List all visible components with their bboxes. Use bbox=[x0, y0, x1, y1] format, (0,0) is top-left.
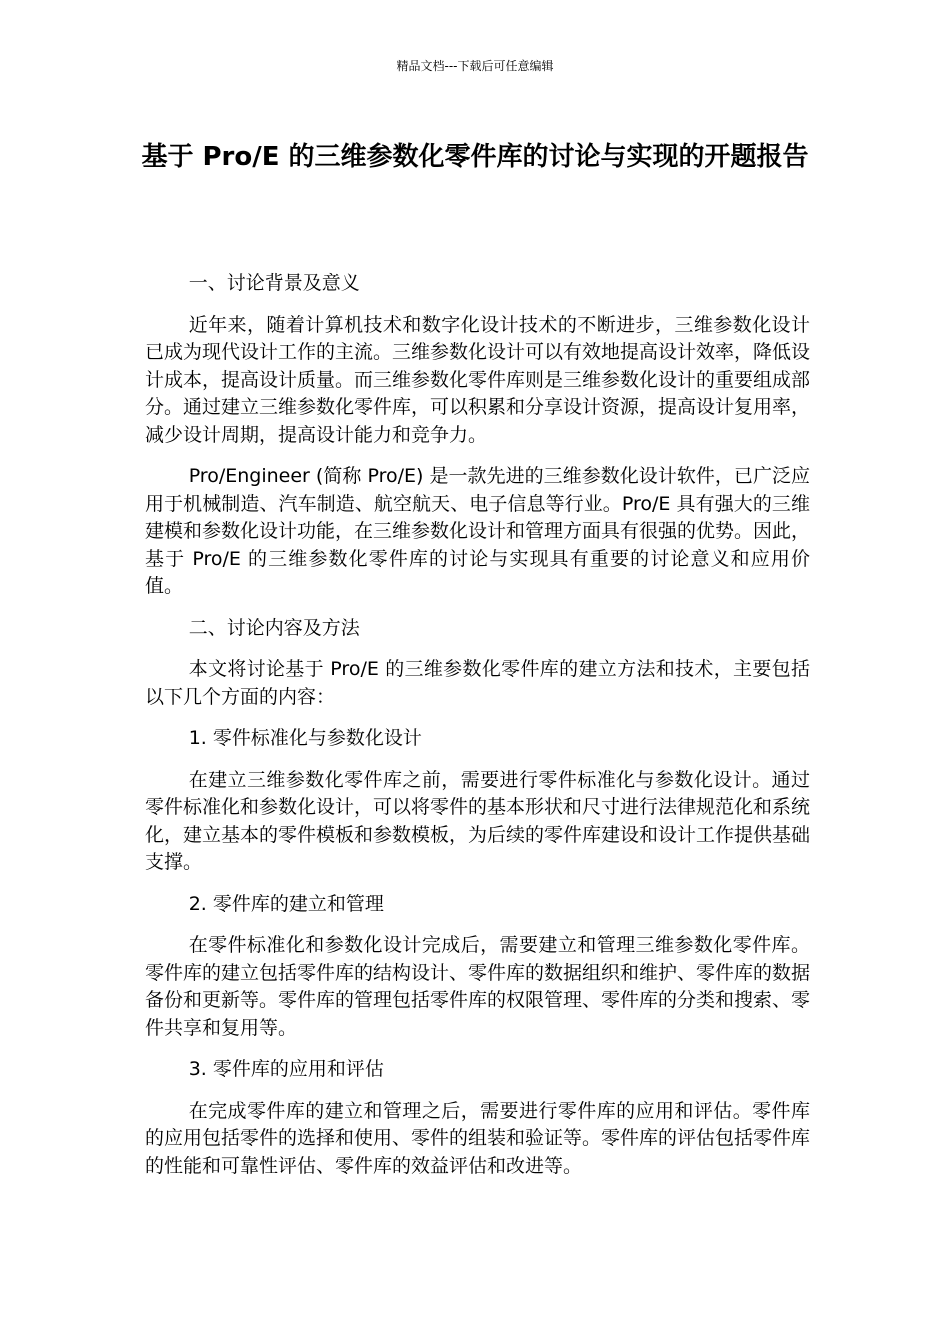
document-title: 基于 Pro/E 的三维参数化零件库的讨论与实现的开题报告 bbox=[141, 142, 809, 172]
paragraph: 在建立三维参数化零件库之前，需要进行零件标准化与参数化设计。通过零件标准化和参数化设计，可以将零件的基本形状和尺寸进行法律规范化和系统化，建立基本的零件模板和参数模板，为后续的零件库建设和设计工作提供基础支撑。 bbox=[145, 768, 811, 873]
paragraph: 在零件标准化和参数化设计完成后，需要建立和管理三维参数化零件库。零件库的建立包括零件库的结构设计、零件库的数据组织和维护、零件库的数据备份和更新等。零件库的管理包括零件库的权限管理、零件库的分类和搜索、零件共享和复用等。 bbox=[145, 934, 811, 1039]
header-note: 精品文档---下载后可任意编辑 bbox=[396, 59, 554, 73]
subheading-library-evaluation: 3. 零件库的应用和评估 bbox=[188, 1058, 384, 1080]
paragraph: 在完成零件库的建立和管理之后，需要进行零件库的应用和评估。零件库的应用包括零件的选择和使用、零件的组装和验证等。零件库的评估包括零件库的性能和可靠性评估、零件库的效益评估和改进等。 bbox=[145, 1099, 811, 1177]
paragraph: Pro/Engineer (简称 Pro/E) 是一款先进的三维参数化设计软件，已广泛应用于机械制造、汽车制造、航空航天、电子信息等行业。Pro/E 具有强大的三维建模和参数化设计功能，在三维参数化设计和管理方面具有很强的优势。因此，基于 Pro/E 的三维参数化零件库的讨论与实现具有重要的讨论意义和应用价值。 bbox=[145, 465, 811, 597]
section-heading-background: 一、讨论背景及意义 bbox=[188, 272, 360, 294]
section-heading-content-method: 二、讨论内容及方法 bbox=[188, 616, 360, 639]
paragraph: 本文将讨论基于 Pro/E 的三维参数化零件库的建立方法和技术，主要包括以下几个方面的内容： bbox=[145, 658, 810, 708]
subheading-standardization: 1. 零件标准化与参数化设计 bbox=[188, 727, 422, 749]
document-body bbox=[145, 270, 810, 1194]
paragraph: 近年来，随着计算机技术和数字化设计技术的不断进步，三维参数化设计已成为现代设计工作的主流。三维参数化设计可以有效地提高设计效率，降低设计成本，提高设计质量。而三维参数化零件库则是三维参数化设计的重要组成部分。通过建立三维参数化零件库，可以积累和分享设计资源，提高设计复用率，减少设计周期，提高设计能力和竞争力。 bbox=[145, 313, 811, 446]
subheading-library-management: 2. 零件库的建立和管理 bbox=[188, 892, 384, 915]
